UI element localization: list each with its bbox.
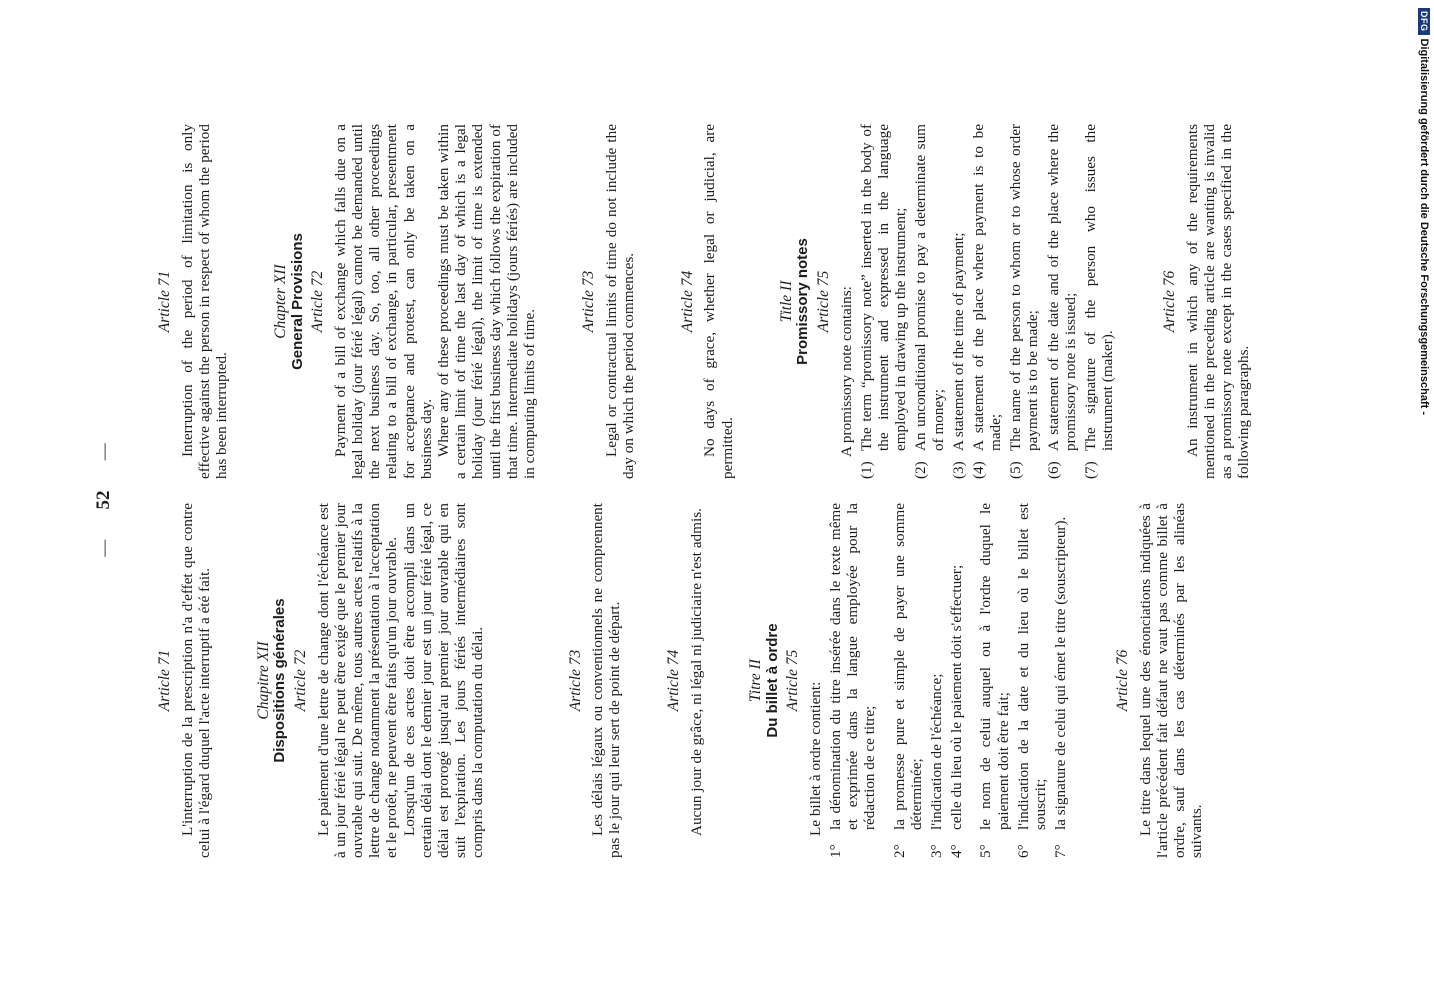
list-item: (3) A statement of the time of payment; (949, 232, 967, 479)
en-art74-body: No days of grace, whether legal or judicial, are permitted. (701, 124, 736, 479)
list-item: 1° la dénomination du titre insérée dans le texte même et exprimée dans la langue employée pour la rédaction de ce titre; (827, 503, 879, 858)
fr-art76-title: Article 76 (1114, 649, 1132, 712)
fr-title2-heading: Du billet à ordre (763, 623, 781, 738)
en-art73-title: Article 73 (580, 270, 598, 333)
en-title2: Title II (777, 280, 795, 323)
list-item: (5) The name of the person to whom or to whose order payment is to be made; (1007, 124, 1042, 479)
list-item: (2) An unconditional promise to pay a determinate sum of money; (912, 124, 947, 479)
list-item: 5° le nom de celui auquel ou à l'ordre duquel le paiement doit être fait; (977, 503, 1012, 858)
list-item: 2° la promesse pure et simple de payer une somme déterminée; (890, 503, 925, 858)
french-column (156, 503, 1205, 858)
en-art75-list (858, 124, 1116, 479)
en-title2-heading: Promissory notes (794, 238, 812, 365)
list-item: (1) The term “promissory note” inserted in the body of the instrument and expressed in the language employed in drawing up the instrument; (857, 124, 910, 479)
fr-art71-title: Article 71 (156, 649, 173, 712)
fr-art72-p2: Lorsqu'un de ces actes doit être accompli dans un certain délai dont le dernier jour est un jour férié légal, ce délai est prorogé jusqu'au premier jour ouvrable qui en suit l'expiration. Les jours fériés intermédiaires sont compris dans la computation du délai. (400, 503, 487, 858)
en-art72-title: Article 72 (309, 270, 327, 333)
fr-chapter-title: Chapitre XII (254, 641, 272, 720)
en-art76-body: An instrument in which any of the requirements mentioned in the preceding article are wanting is invalid as a promissory note except in the cases specified in the following paragraphs. (1183, 124, 1253, 479)
list-item: (6) A statement of the date and of the place where the promissory note is issued; (1044, 124, 1079, 479)
en-art74-title: Article 74 (678, 270, 696, 333)
page-header (93, 0, 123, 1000)
list-item: 7° la signature de celui qui émet le titre (souscripteur). (1052, 516, 1070, 858)
en-chapter-title: Chapter XII (272, 264, 290, 339)
list-item: 6° l'indication de la date et du lieu où le billet est souscrit; (1014, 503, 1049, 858)
en-art72-p2: Where any of these proceedings must be taken within a certain limit of time the last day of which is a legal holiday (jour férié légal), the limit of time is extended until the first business day which follows the expiration of that time. Intermediate holidays (jours fériés) are included in computing limits of time. (434, 124, 538, 479)
en-art71-body: Interruption of the period of limitation is only effective against the person in respect of whom the period has been interrupted. (178, 124, 230, 479)
fr-art73-body: Les délais légaux ou conventionnels ne comprennent pas le jour qui leur sert de point de départ. (589, 503, 624, 858)
en-art72-p1: Payment of a bill of exchange which falls due on a legal holiday (jour férié légal) cannot be demanded until the next business day. So, too, all other proceedings relating to a bill of exchange, in particular, presentment for acceptance and protest, can only be taken on a business day. (331, 124, 435, 479)
fr-chapter-heading: Dispositions générales (271, 598, 289, 763)
fr-art75-list (827, 503, 1069, 858)
fr-art73-title: Article 73 (566, 649, 584, 712)
english-column (156, 124, 1252, 479)
fr-art71-body: L'interruption de la prescription n'a d'effet que contre celui à l'égard duquel l'acte interruptif a été fait. (178, 503, 213, 858)
digitization-credit (1414, 8, 1434, 416)
dfg-logo: DFG (1418, 8, 1430, 35)
fr-art75-intro: Le billet à ordre contient: (806, 681, 824, 836)
list-item: (4) A statement of the place where payment is to be made; (969, 124, 1005, 479)
header-dash-left: — (94, 539, 113, 557)
header-dash-right: — (94, 443, 113, 461)
en-art76-title: Article 76 (1161, 270, 1179, 333)
fr-art76-body: Le titre dans lequel une des énonciations indiquées à l'article précédent fait défaut ne vaut pas comme billet à ordre, sauf dans les cas déterminés par les alinéas suivants. (1136, 503, 1206, 858)
en-art73-body: Legal or contractual limits of time do not include the day on which the period commences. (602, 124, 637, 479)
fr-title2: Titre II (747, 659, 765, 702)
list-item: 3° l'indication de l'échéance; (927, 673, 945, 858)
page-number: 52 (93, 490, 114, 510)
fr-art72-title: Article 72 (292, 649, 310, 712)
en-art75-intro: A promissory note contains: (837, 286, 855, 457)
digitization-sidebar (1414, 8, 1434, 992)
fr-art75-title: Article 75 (784, 649, 802, 712)
en-art75-title: Article 75 (815, 270, 833, 333)
fr-art74-body: Aucun jour de grâce, ni légal ni judiciaire n'est admis. (687, 508, 705, 836)
fr-art72-p1: Le paiement d'une lettre de change dont l'échéance est à un jour férié légal ne peut être exigé que le premier jour ouvrable qui suit. De même, tous autres actes relatifs à la lettre de change notamment la présentation à l'acceptation et le protêt, ne peuvent être faits qu'un jour ouvrable. (314, 503, 401, 858)
en-art71-title: Article 71 (156, 270, 173, 333)
list-item: 4° celle du lieu où le paiement doit s'effectuer; (948, 564, 966, 858)
list-item: (7) The signature of the person who issues the instrument (maker). (1081, 124, 1117, 479)
en-chapter-heading: General Provisions (288, 233, 306, 370)
digitization-credit-text: Digitalisierung gefördert durch die Deutsche Forschungsgemeinschaft - (1418, 38, 1430, 416)
fr-art74-title: Article 74 (665, 649, 683, 712)
